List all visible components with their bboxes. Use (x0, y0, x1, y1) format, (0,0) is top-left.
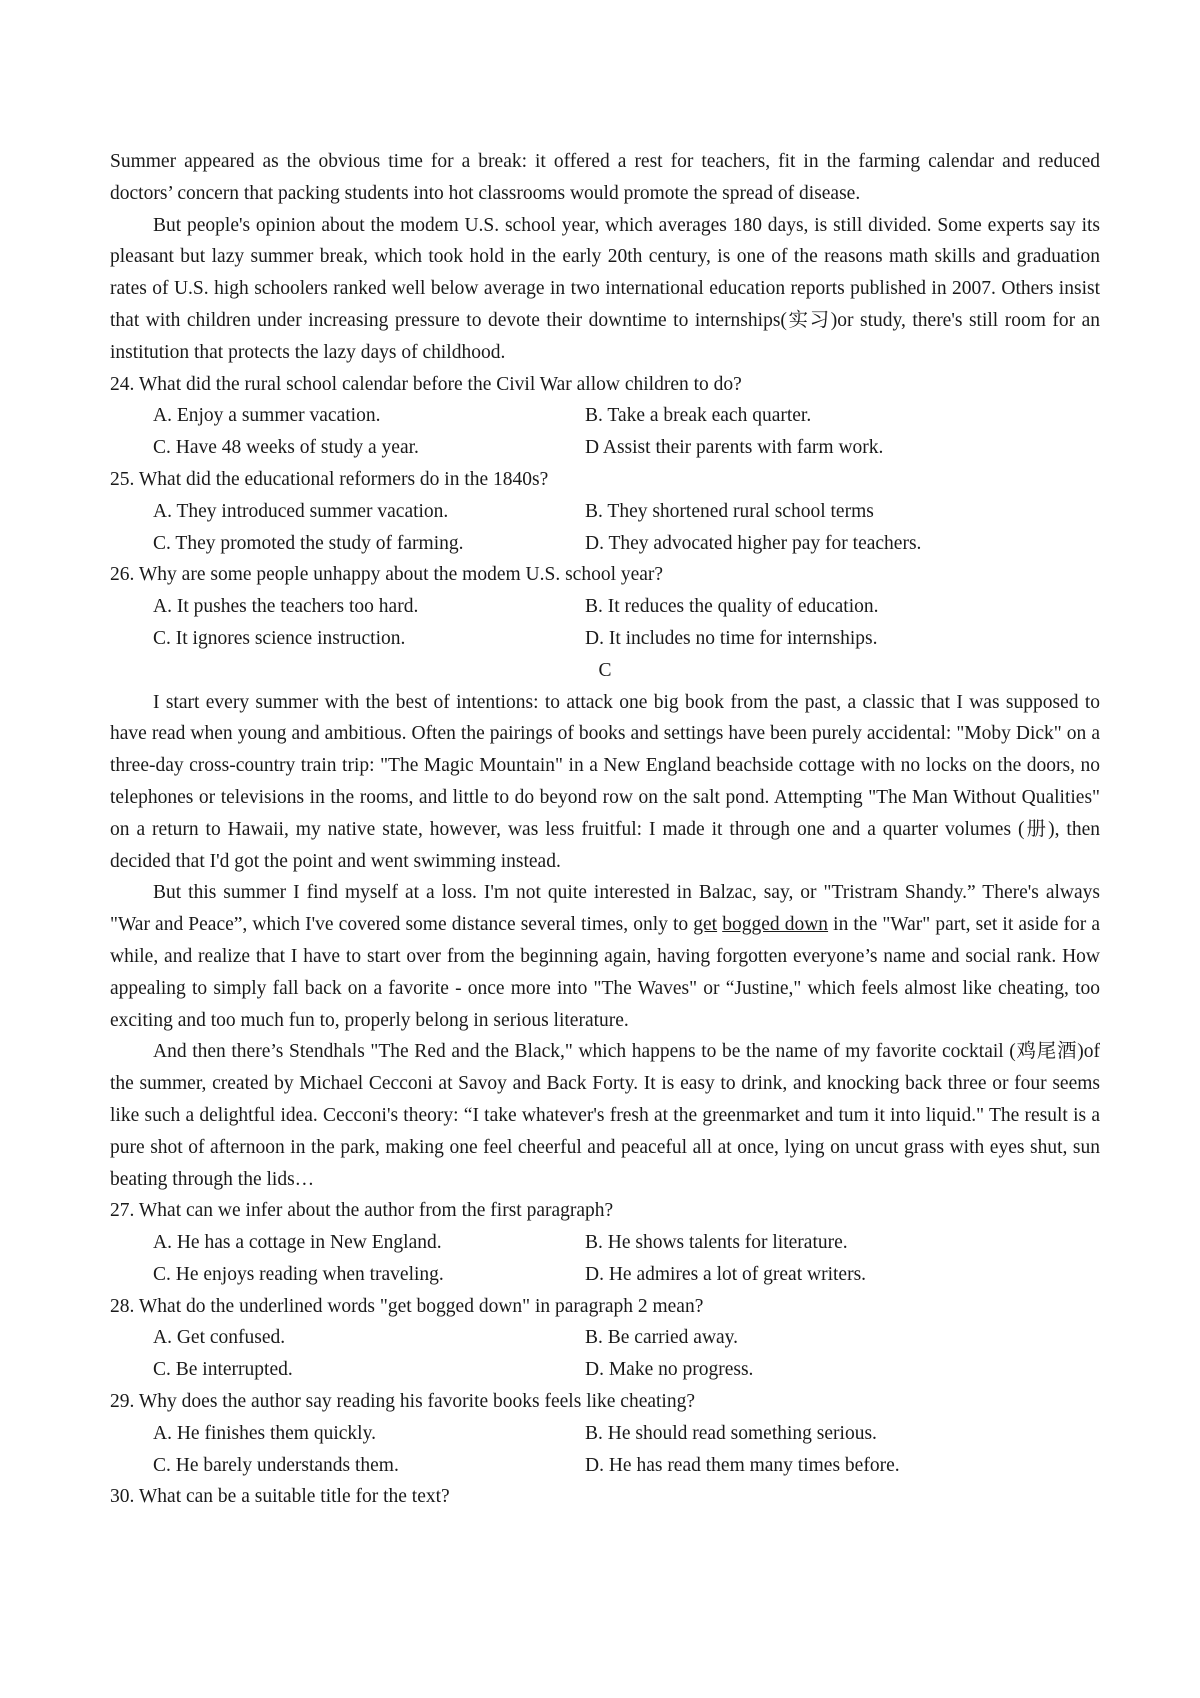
options-grid (110, 1322, 1100, 1386)
section-c-heading: C (598, 659, 612, 681)
option-d: D. He has read them many times before. (585, 1454, 900, 1476)
option-c: C. He enjoys reading when traveling. (153, 1263, 444, 1285)
option-b: B. It reduces the quality of education. (585, 596, 879, 618)
question-stem: 25. What did the educational reformers do in the 1840s? (110, 468, 549, 490)
option-d: D. He admires a lot of great writers. (585, 1263, 867, 1285)
page-content (110, 146, 1100, 1513)
option-d: D. It includes no time for internships. (585, 627, 878, 649)
option-d: D. They advocated higher pay for teachers. (585, 532, 922, 554)
option-a: A. It pushes the teachers too hard. (153, 596, 419, 618)
option-c: C. Be interrupted. (153, 1359, 293, 1381)
option-c: C. They promoted the study of farming. (153, 532, 464, 554)
option-a: A. Enjoy a summer vacation. (153, 405, 381, 427)
option-c: C. It ignores science instruction. (153, 627, 406, 649)
question-29 (110, 1386, 1100, 1481)
passage-c-paragraph-3: And then there’s Stendhals "The Red and the Black," which happens to be the name of my favorite cocktail (鸡尾酒)of the summer, created by Michael Cecconi at Savoy and Back Forty. It is easy to drink, and knocking back three or four seems like such a delightful idea. Cecconi's theory: “I take whatever's fresh at the greenmarket and tum it into liquid." The result is a pure shot of afternoon in the park, making one feel cheerful and peaceful all at once, lying on uncut grass with eyes shut, sun beating through the lids… (110, 1041, 1100, 1190)
passage-b-paragraph-1: Summer appeared as the obvious time for a break: it offered a rest for teachers, fit in the farming calendar and reduced doctors’ concern that packing students into hot classrooms would promote the spread of disease. (110, 151, 1100, 204)
paragraph-text: But this summer I find myself at a loss. I'm not quite interested in Balzac, say, or "Tristram Shandy.” There's always "War and Peace”, which I've covered some distance several times, only to (110, 882, 1100, 936)
option-b: B. They shortened rural school terms (585, 500, 874, 522)
option-c: C. He barely understands them. (153, 1454, 399, 1476)
paragraph-text: in the "War" part, set it aside for a while, and realize that I have to start over from the beginning again, having forgotten everyone’s name and social rank. How appealing to simply fall back on a favorite - once more into "The Waves" or “Justine," which feels almost like cheating, too exciting and too much fun to, properly belong in serious literature. (110, 914, 1100, 1031)
question-26 (110, 559, 1100, 654)
option-c: C. Have 48 weeks of study a year. (153, 437, 419, 459)
option-b: B. He should read something serious. (585, 1422, 877, 1444)
options-grid (110, 1418, 1100, 1482)
option-b: B. Be carried away. (585, 1327, 739, 1349)
options-grid (110, 591, 1100, 655)
question-27 (110, 1195, 1100, 1290)
question-stem: 26. Why are some people unhappy about the modem U.S. school year? (110, 564, 664, 586)
option-a: A. They introduced summer vacation. (153, 500, 449, 522)
underlined-word-get: get (693, 914, 718, 936)
question-stem: 24. What did the rural school calendar before the Civil War allow children to do? (110, 373, 742, 395)
option-b: B. Take a break each quarter. (585, 405, 812, 427)
question-30-stem: 30. What can be a suitable title for the text? (110, 1486, 450, 1508)
question-25 (110, 464, 1100, 559)
question-28 (110, 1291, 1100, 1386)
question-24 (110, 369, 1100, 464)
option-d: D. Make no progress. (585, 1359, 754, 1381)
option-b: B. He shows talents for literature. (585, 1232, 848, 1254)
options-grid (110, 1227, 1100, 1291)
option-a: A. He finishes them quickly. (153, 1422, 376, 1444)
question-stem: 29. Why does the author say reading his favorite books feels like cheating? (110, 1391, 696, 1413)
passage-c-paragraph-2 (110, 877, 1100, 1036)
option-a: A. He has a cottage in New England. (153, 1232, 442, 1254)
question-stem: 28. What do the underlined words "get bogged down" in paragraph 2 mean? (110, 1295, 704, 1317)
options-grid (110, 400, 1100, 464)
passage-c-paragraph-1: I start every summer with the best of intentions: to attack one big book from the past, a classic that I was supposed to have read when young and ambitious. Often the pairings of books and settings have been purely accidental: "Moby Dick" on a three-day cross-country train trip: "The Magic Mountain" in a New England beachside cottage with no locks on the doors, no telephones or televisions in the rooms, and little to do beyond row on the salt pond. Attempting "The Man Without Qualities" on a return to Hawaii, my native state, however, was less fruitful: I made it through one and a quarter volumes (册), then decided that I'd got the point and went swimming instead. (110, 691, 1100, 872)
underlined-words-bogged-down: bogged down (722, 914, 829, 936)
option-a: A. Get confused. (153, 1327, 286, 1349)
option-d: D Assist their parents with farm work. (585, 437, 884, 459)
passage-b-paragraph-2: But people's opinion about the modem U.S. school year, which averages 180 days, is still divided. Some experts say its pleasant but lazy summer break, which took hold in the early 20th century, is one of the reasons math skills and graduation rates of U.S. high schoolers ranked well below average in two international education reports published in 2007. Others insist that with children under increasing pressure to devote their downtime to internships(实习)or study, there's still room for an institution that protects the lazy days of childhood. (110, 214, 1100, 363)
options-grid (110, 496, 1100, 560)
question-stem: 27. What can we infer about the author from the first paragraph? (110, 1200, 614, 1222)
